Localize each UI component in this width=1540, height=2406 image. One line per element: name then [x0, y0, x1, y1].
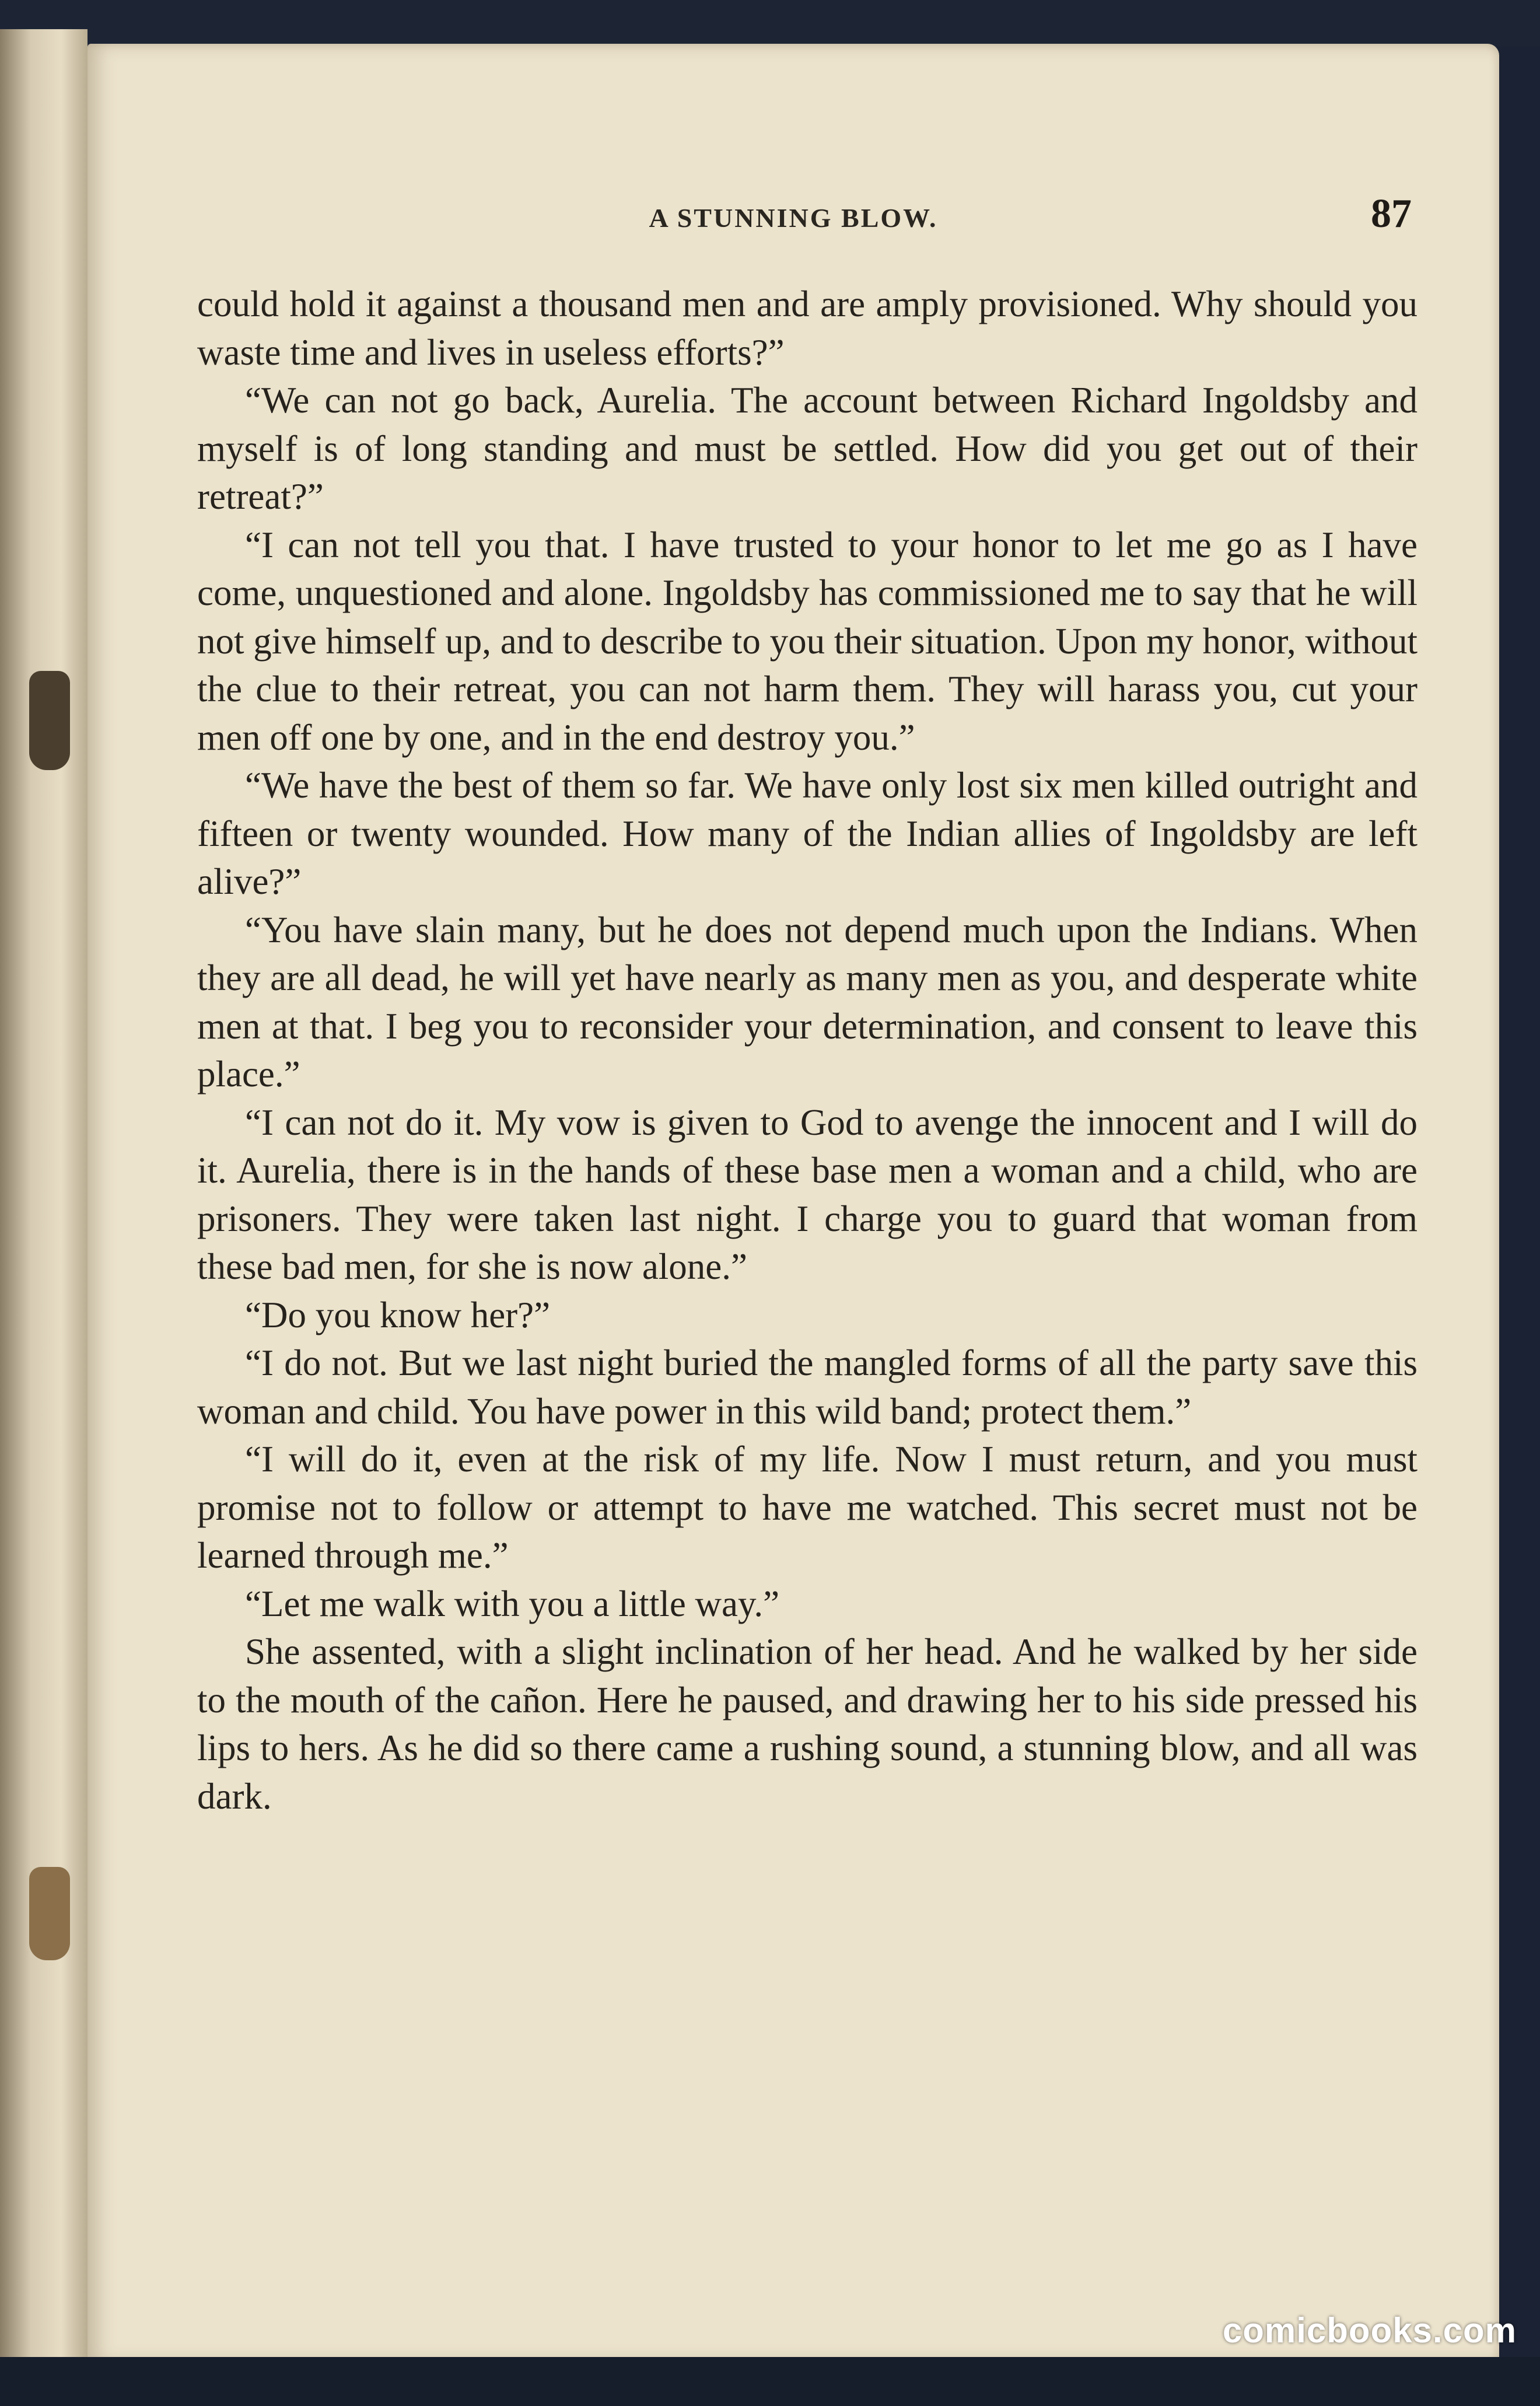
paragraph: “I do not. But we last night buried the mangled forms of all the party save this woman and child. You have power in this wild band; protect them.” [197, 1342, 1418, 1432]
paragraph: “We can not go back, Aurelia. The account between Richard Ingoldsby and myself is of long standing and must be settled. How did you get out of their retreat?” [197, 380, 1418, 517]
page-number: 87 [1371, 191, 1412, 236]
scan-background-bottom [0, 2357, 1540, 2406]
spine-damage-mark [29, 671, 70, 770]
paragraph: could hold it against a thousand men and are amply provisioned. Why should you waste time and lives in useless efforts?” [197, 284, 1418, 373]
paragraph: “Do you know her?” [245, 1294, 551, 1335]
paragraph: “I will do it, even at the risk of my life. Now I must return, and you must promise not to follow or attempt to have me watched. This secret must not be learned through me.” [197, 1439, 1418, 1576]
paragraph: “I can not do it. My vow is given to God to avenge the innocent and I will do it. Aurelia, there is in the hands of these base men a woman and a child, who are prisoners. They were taken last night. I charge you to guard that woman from these bad men, for she is now alone.” [197, 1101, 1418, 1287]
scan-background-top [0, 0, 1540, 47]
paragraph: She assented, with a slight inclination of her head. And he walked by her side to the mouth of the cañon. Here he paused, and drawing her to his side pressed his lips to hers. As he did so there came a rushing sound, a stunning blow, and all was dark. [197, 1631, 1418, 1817]
paragraph: “You have slain many, but he does not depend much upon the Indians. When they are all dead, he will yet have nearly as many men as you, and desperate white men at that. I beg you to reconsider your determination, and consent to leave this place.” [197, 909, 1418, 1094]
watermark: comicbooks.com [1222, 2311, 1517, 2350]
paragraph: “We have the best of them so far. We have only lost six men killed outright and fifteen or twenty wounded. How many of the Indian allies of Ingoldsby are left alive?” [197, 765, 1418, 902]
running-head: A STUNNING BLOW. [649, 203, 938, 233]
body-text [197, 280, 1418, 1820]
paragraph: “Let me walk with you a little way.” [245, 1583, 780, 1624]
spine-damage-mark [29, 1867, 70, 1960]
book-page [88, 44, 1499, 2363]
paragraph: “I can not tell you that. I have trusted to your honor to let me go as I have come, unquestioned and alone. Ingoldsby has commissioned me to say that he will not give himself up, and to describe to you their situation. Upon my honor, without the clue to their retreat, you can not harm them. They will harass you, cut your men off one by one, and in the end destroy you.” [197, 524, 1418, 758]
book-spine-edge [0, 29, 88, 2369]
